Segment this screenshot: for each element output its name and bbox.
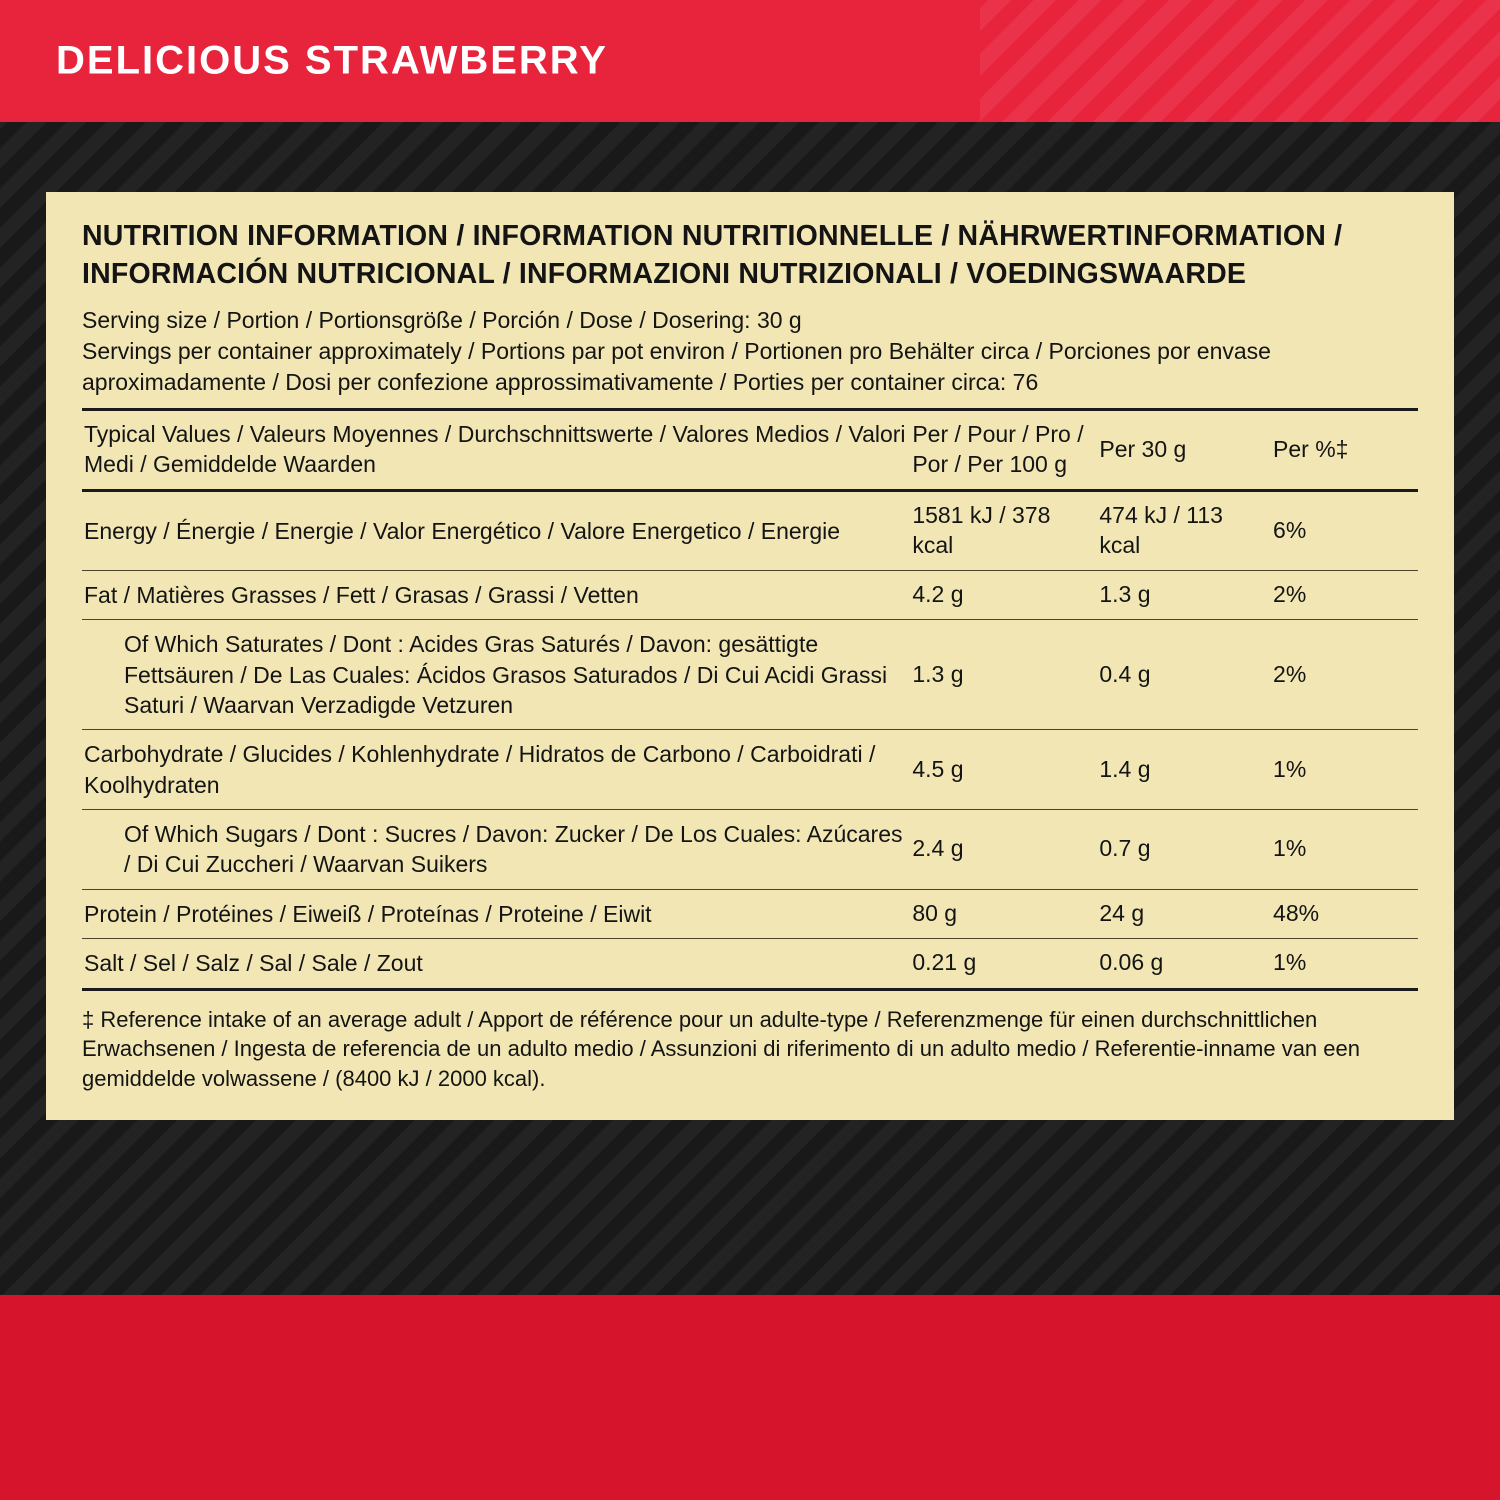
row-per-100g: 80 g [910, 889, 1097, 938]
row-label: Fat / Matières Grasses / Fett / Grasas / Grassi / Vetten [82, 570, 910, 619]
panel-heading: NUTRITION INFORMATION / INFORMATION NUTRITIONNELLE / NÄHRWERTINFORMATION / INFORMACIÓN NUTRICIONAL / INFORMAZIONI NUTRIZIONALI / VOEDINGSWAARDE [82, 220, 1343, 290]
table-head [82, 410, 1418, 491]
row-per-30g: 1.3 g [1097, 570, 1271, 619]
row-per-100g: 2.4 g [910, 810, 1097, 890]
row-per-100g: 0.21 g [910, 939, 1097, 989]
serving-size-line: Serving size / Portion / Portionsgröße / Porción / Dose / Dosering: 30 g [82, 307, 802, 334]
table-row [82, 570, 1418, 619]
top-banner [0, 0, 1500, 122]
row-percent: 6% [1273, 517, 1307, 544]
row-label: Energy / Énergie / Energie / Valor Energético / Valore Energetico / Energie [84, 517, 841, 544]
table-row [82, 939, 1418, 989]
header-per-30g: Per 30 g [1097, 410, 1271, 491]
bottom-banner [0, 1295, 1500, 1500]
nutrition-table [82, 408, 1418, 990]
row-label: Carbohydrate / Glucides / Kohlenhydrate / Hidratos de Carbono / Carboidrati / Koolhydraten [82, 730, 910, 810]
row-per-30g: 0.4 g [1097, 620, 1271, 730]
row-per-30g: 1.4 g [1097, 730, 1271, 810]
table-row [82, 491, 1418, 571]
nutrition-panel [46, 192, 1454, 1120]
flavour-title: DELICIOUS STRAWBERRY [56, 38, 608, 83]
row-label: Of Which Saturates / Dont : Acides Gras Saturés / Davon: gesättigte Fettsäuren / De Las Cuales: Ácidos Grasos Saturados / Di Cui Acidi Grassi Saturi / Waarvan Verzadigde Vetzuren [82, 620, 910, 730]
row-percent: 1% [1271, 810, 1418, 890]
reference-intake-footnote: ‡ Reference intake of an average adult / Apport de référence pour un adulte-type / Referenzmenge für einen durchschnittlichen Erwachsenen / Ingesta de referencia de un adulto medio / Assunzioni di riferimento di un adulto medio / Referentie-inname van een gemiddelde volwassene / (8400 kJ / 2000 kcal). [82, 1006, 1360, 1091]
table-header-row [82, 410, 1418, 491]
row-percent: 2% [1271, 570, 1418, 619]
table-row [82, 620, 1418, 730]
row-per-30g: 0.7 g [1097, 810, 1271, 890]
row-per-100g: 4.2 g [910, 570, 1097, 619]
row-percent: 2% [1271, 620, 1418, 730]
row-per-100g: 4.5 g [910, 730, 1097, 810]
row-percent: 1% [1271, 939, 1418, 989]
row-label: Salt / Sel / Salz / Sal / Sale / Zout [82, 939, 910, 989]
row-percent: 1% [1271, 730, 1418, 810]
table-row [82, 810, 1418, 890]
servings-per-container-line: Servings per container approximately / Portions par pot environ / Portionen pro Behälter circa / Porciones por envase aproximadamente / Dosi per confezione approssimativamente / Porties per container circa: 76 [82, 338, 1271, 396]
header-percent: Per %‡ [1271, 410, 1418, 491]
row-label: Protein / Protéines / Eiweiß / Proteínas / Proteine / Eiwit [82, 889, 910, 938]
row-per-30g: 0.06 g [1097, 939, 1271, 989]
row-percent: 48% [1271, 889, 1418, 938]
table-row [82, 889, 1418, 938]
header-typical-values: Typical Values / Valeurs Moyennes / Durchschnittswerte / Valores Medios / Valori Medi / Gemiddelde Waarden [82, 410, 910, 491]
banner-stripe-texture [980, 0, 1500, 122]
row-per-30g: 474 kJ / 113 kcal [1099, 502, 1223, 559]
table-row [82, 730, 1418, 810]
row-per-100g: 1581 kJ / 378 kcal [912, 502, 1051, 559]
row-per-100g: 1.3 g [910, 620, 1097, 730]
row-label: Of Which Sugars / Dont : Sucres / Davon: Zucker / De Los Cuales: Azúcares / Di Cui Zuccheri / Waarvan Suikers [82, 810, 910, 890]
header-per-100g: Per / Pour / Pro / Por / Per 100 g [910, 410, 1097, 491]
row-per-30g: 24 g [1097, 889, 1271, 938]
table-body [82, 491, 1418, 989]
serving-info [82, 305, 1418, 398]
